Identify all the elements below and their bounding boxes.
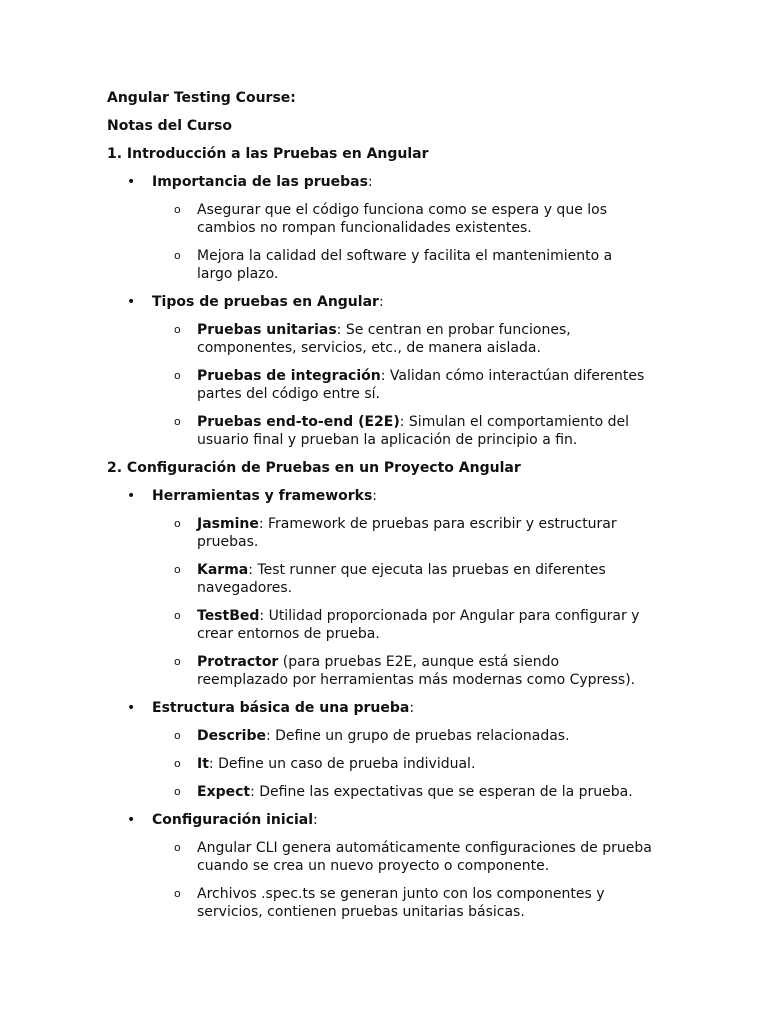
item-term: Expect [197,784,251,800]
group-label: Herramientas y frameworks [152,488,373,504]
item-term: Jasmine [197,516,259,532]
item-text: : Define un caso de prueba individual. [208,756,476,772]
list-item-level-2 [107,783,652,801]
group-label-suffix: : [313,812,318,828]
list-item-level-2 [107,247,652,283]
bullet-circle-icon: o [174,415,181,428]
list-item-level-2 [107,515,652,551]
bullet-circle-icon: o [174,369,181,382]
bullet-circle-icon: o [174,203,181,216]
document-title: Angular Testing Course: [107,90,296,106]
bullet-disc-icon: • [127,174,136,190]
list-item-level-2 [107,885,652,921]
item-text: Asegurar que el código funciona como se espera y que los cambios no rompan funcionalidades existentes. [197,202,608,236]
list-item-level-1 [107,699,668,717]
group-label-suffix: : [409,700,415,716]
item-text: : Simulan el comportamiento del usuario final y prueban la aplicación de principio a fin. [197,414,630,448]
list-item-level-1 [107,293,668,311]
group-label: Importancia de las pruebas [152,174,368,190]
group-label-suffix: : [372,488,378,504]
list-item-level-2 [107,727,652,745]
item-term: Protractor [197,654,279,670]
bullet-circle-icon: o [174,517,181,530]
document-body [107,145,668,921]
list-item-level-2 [107,653,652,689]
group-label: Configuración inicial [152,812,314,828]
bullet-circle-icon: o [174,609,181,622]
list-item-level-2 [107,839,652,875]
item-text: : Validan cómo interactúan diferentes partes del código entre sí. [197,368,645,402]
item-term: It [197,756,209,772]
bullet-circle-icon: o [174,323,181,336]
document-subtitle: Notas del Curso [107,118,232,134]
item-text: : Framework de pruebas para escribir y estructurar pruebas. [197,516,617,550]
bullet-circle-icon: o [174,729,181,742]
item-text: Angular CLI genera automáticamente configuraciones de prueba cuando se crea un nuevo proyecto o componente. [197,840,652,874]
item-text: Archivos .spec.ts se generan junto con los componentes y servicios, contienen pruebas unitarias básicas. [197,886,605,920]
item-term: Karma [197,562,249,578]
section-heading: 2. Configuración de Pruebas en un Proyecto Angular [107,460,521,476]
item-text: (para pruebas E2E, aunque está siendo reemplazado por herramientas más modernas como Cypress). [197,654,636,688]
list-item-level-2 [107,755,652,773]
item-text: Mejora la calidad del software y facilita el mantenimiento a largo plazo. [197,248,613,282]
item-text: : Define las expectativas que se esperan de la prueba. [250,784,633,800]
bullet-disc-icon: • [127,294,136,310]
bullet-circle-icon: o [174,785,181,798]
item-term: TestBed [197,608,260,624]
section-heading: 1. Introducción a las Pruebas en Angular [107,146,429,162]
item-term: Describe [197,728,266,744]
group-label-suffix: : [378,294,384,310]
item-text: : Test runner que ejecuta las pruebas en diferentes navegadores. [197,562,606,596]
list-item-level-1 [107,173,668,191]
item-term: Pruebas unitarias [197,322,337,338]
bullet-circle-icon: o [174,655,181,668]
group-label: Estructura básica de una prueba [152,700,410,716]
bullet-circle-icon: o [174,563,181,576]
group-label-suffix: : [367,174,373,190]
list-item-level-2 [107,413,652,449]
list-item-level-2 [107,367,652,403]
item-text: : Se centran en probar funciones, componentes, servicios, etc., de manera aislada. [197,322,571,356]
item-term: Pruebas end-to-end (E2E) [197,414,400,430]
item-term: Pruebas de integración [197,368,381,384]
item-text: : Utilidad proporcionada por Angular para configurar y crear entornos de prueba. [197,608,640,642]
bullet-circle-icon: o [174,249,181,262]
list-item-level-2 [107,201,652,237]
item-text: : Define un grupo de pruebas relacionadas. [265,728,570,744]
bullet-disc-icon: • [127,812,136,828]
bullet-disc-icon: • [127,488,136,504]
bullet-circle-icon: o [174,841,181,854]
list-item-level-2 [107,321,652,357]
group-label: Tipos de pruebas en Angular [152,294,379,310]
bullet-circle-icon: o [174,887,181,900]
list-item-level-1 [107,811,668,829]
list-item-level-2 [107,561,652,597]
list-item-level-1 [107,487,668,505]
bullet-circle-icon: o [174,757,181,770]
list-item-level-2 [107,607,652,643]
bullet-disc-icon: • [127,700,136,716]
